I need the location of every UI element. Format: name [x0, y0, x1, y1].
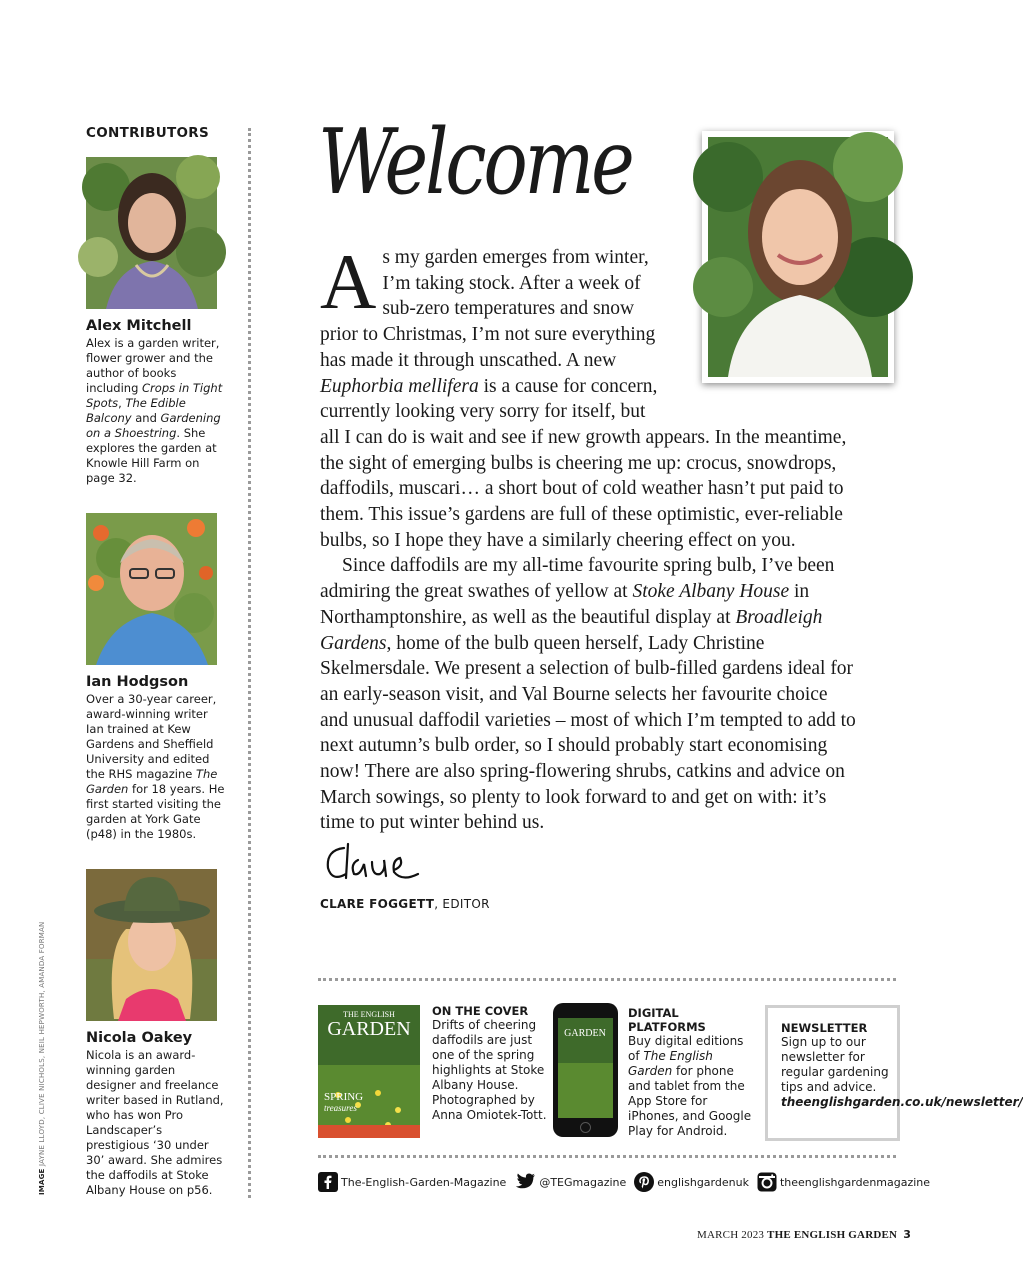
- twitter-icon: [514, 1173, 536, 1191]
- cover-thumbnail: [318, 1005, 420, 1138]
- drop-cap: A: [320, 238, 377, 325]
- facebook-icon: [318, 1172, 338, 1192]
- contributor-card: [86, 157, 226, 486]
- facebook-link[interactable]: The-English-Garden-Magazine: [318, 1172, 506, 1192]
- social-links: [318, 1172, 938, 1192]
- section-divider: [318, 978, 896, 981]
- contributor-card: [86, 513, 226, 842]
- twitter-link[interactable]: @TEGmagazine: [514, 1173, 626, 1191]
- editor-credit: CLARE FOGGETT, EDITOR: [320, 897, 490, 911]
- newsletter-text: Sign up to our newsletter for regular gardening tips and advice. theenglishgarden.co.uk/newsletter/: [781, 1035, 1023, 1109]
- editor-signature: [322, 838, 422, 892]
- contributor-bio: Over a 30-year career, award-winning writer Ian trained at Kew Gardens and Sheffield University and edited the RHS magazine The Garden for 18 years. He first started visiting the garden at York Gate (p48) in the 1980s.: [86, 692, 225, 841]
- svg-text:THE ENGLISH: THE ENGLISH: [343, 1010, 395, 1019]
- digital-platforms-text: Buy digital editions of The English Garden for phone and tablet from the App Store for iPhones, and Google Play for Android.: [628, 1034, 752, 1138]
- digital-platforms-heading: DIGITAL PLATFORMS: [628, 1006, 706, 1034]
- editorial-text: [320, 238, 860, 836]
- contributor-photo: [86, 513, 217, 665]
- contributor-name: Ian Hodgson: [86, 674, 189, 690]
- newsletter-heading: NEWSLETTER: [781, 1021, 868, 1035]
- newsletter-box: [765, 1005, 1023, 1141]
- phone-icon: [553, 1003, 618, 1137]
- contributor-photo: [86, 869, 217, 1021]
- svg-text:treasures: treasures: [324, 1103, 357, 1113]
- section-divider: [318, 1155, 896, 1158]
- pinterest-icon: [634, 1172, 654, 1192]
- page-number: 3: [903, 1228, 912, 1241]
- page-footer: MARCH 2023 THE ENGLISH GARDEN 3: [697, 1228, 912, 1241]
- on-the-cover-heading: ON THE COVER: [432, 1004, 529, 1018]
- contributor-bio: Nicola is an award-winning garden designer and freelance writer based in Rutland, who has won Pro Landscaper’s prestigious ‘30 under 30’ award. She admires the daffodils at Stoke Albany House on p56.: [86, 1048, 224, 1197]
- contributor-card: [86, 869, 226, 1198]
- image-credit: IMAGE JAYNE LLOYD, CLIVE NICHOLS, NEIL HEPWORTH, AMANDA FORMAN: [38, 921, 46, 1195]
- contributor-photo: [86, 157, 217, 309]
- on-the-cover: [432, 1004, 547, 1123]
- digital-platforms: [628, 1006, 758, 1139]
- svg-text:SPRING: SPRING: [324, 1091, 364, 1103]
- contributor-name: Alex Mitchell: [86, 318, 192, 334]
- svg-text:GARDEN: GARDEN: [564, 1028, 606, 1039]
- svg-text:GARDEN: GARDEN: [327, 1018, 411, 1040]
- contributors-heading: CONTRIBUTORS: [86, 125, 209, 141]
- instagram-link[interactable]: theenglishgardenmagazine: [757, 1172, 930, 1192]
- page-title: Welcome: [318, 110, 632, 215]
- pinterest-link[interactable]: englishgardenuk: [634, 1172, 749, 1192]
- column-divider: [248, 128, 251, 1198]
- editorial-paragraph-1: As my garden emerges from winter, I’m taking stock. After a week of sub-zero temperatures and snow prior to Christmas, I’m not sure everything has made it through unscathed. A new Euphorbia mellifera is a cause for concern, currently looking very sorry for itself, but all I can do is wait and see if new growth appears. In the meantime, the sight of emerging bulbs is cheering me up: crocus, snowdrops, daffodils, muscari… a short bout of cold weather hasn’t put paid to them. This issue’s gardens are full of these optimistic, ever-reliable bulbs, so I hope they have a similarly cheering effect on you.: [320, 238, 847, 551]
- on-the-cover-text: Drifts of cheering daffodils are just one of the spring highlights at Stoke Albany House. Photographed by Anna Omiotek-Tott.: [432, 1018, 547, 1122]
- newsletter-link[interactable]: theenglishgarden.co.uk/newsletter/: [781, 1095, 1023, 1109]
- editorial-paragraph-2: Since daffodils are my all-time favourite spring bulb, I’ve been admiring the great swathes of yellow at Stoke Albany House in Northamptonshire, as well as the beautiful display at Broadleigh Gardens, home of the bulb queen herself, Lady Christine Skelmersdale. We present a selection of bulb-filled gardens ideal for an early-season visit, and Val Bourne selects her favourite choice and unusual daffodil varieties – most of which I’m tempted to add to next autumn’s bulb order, so I should probably start economising now! There are also spring-flowering shrubs, catkins and advice on March sowings, so plenty to look forward to and get on with: it’s time to put winter behind us.: [320, 555, 856, 834]
- contributor-name: Nicola Oakey: [86, 1030, 193, 1046]
- instagram-icon: [757, 1172, 777, 1192]
- contributor-bio: Alex is a garden writer, flower grower and the author of books including Crops in Tight Spots, The Edible Balcony and Gardening on a Shoestring. She explores the garden at Knowle Hill Farm on page 32.: [86, 336, 223, 485]
